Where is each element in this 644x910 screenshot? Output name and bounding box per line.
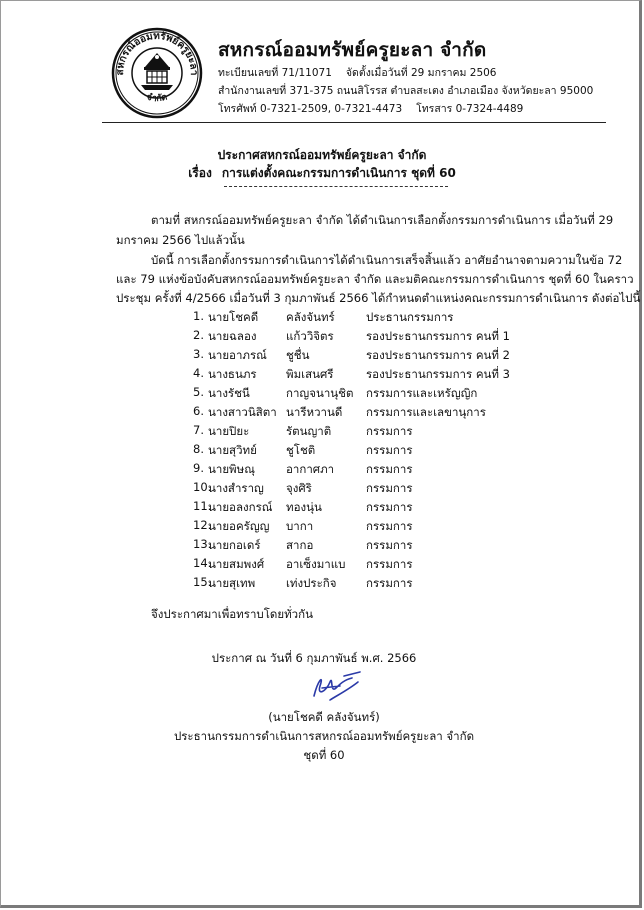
header-divider (102, 122, 606, 123)
registration-line (218, 64, 497, 81)
svg-text:สหกรณ์ออมทรัพย์ครูยะลา: สหกรณ์ออมทรัพย์ครูยะลา (114, 30, 200, 76)
announcement-date: ประกาศ ณ วันที่ 6 กุมภาพันธ์ พ.ศ. 2566 (211, 651, 417, 665)
fax-number: โทรสาร 0-7324-4489 (416, 103, 524, 115)
svg-text:จำกัด: จำกัด (145, 92, 169, 105)
announcement-subject (0, 164, 644, 183)
signer-batch: ชุดที่ 60 (303, 748, 345, 762)
subject-label: เรื่อง (188, 166, 212, 180)
paragraph-2-line-3: ประชุม ครั้งที่ 4/2566 เมื่อวันที่ 3 กุมภาพันธ์ 2566 ได้กำหนดตำแหน่งคณะกรรมการดำเนินการ ดังต่อไปนี้ (116, 291, 641, 305)
paragraph-2-line-2: และ 79 แห่งข้อบังคับสหกรณ์ออมทรัพย์ครูยะลา จำกัด และมติคณะกรรมการดำเนินการ ชุดที่ 60 ในคราว (116, 272, 634, 286)
signer-title: ประธานกรรมการดำเนินการสหกรณ์ออมทรัพย์ครูยะลา จำกัด (173, 729, 475, 743)
paragraph-1-line-2: มกราคม 2566 ไปแล้วนั้น (116, 233, 245, 247)
title-divider (224, 186, 448, 187)
organization-name: สหกรณ์ออมทรัพย์ครูยะลา จำกัด (218, 39, 487, 61)
cooperative-seal-icon (111, 27, 203, 119)
contact-line (218, 100, 523, 117)
signature-icon (300, 666, 372, 706)
paragraph-2-line-1: บัดนี้ การเลือกตั้งกรรมการดำเนินการได้ดำเนินการเสร็จสิ้นแล้ว อาศัยอำนาจตามความในข้อ 72 (151, 253, 623, 267)
signer-name: (นายโชคดี คลังจันทร์) (268, 710, 380, 724)
registered-date: จัดตั้งเมื่อวันที่ 29 มกราคม 2506 (345, 67, 497, 79)
closing-announcement: จึงประกาศมาเพื่อทราบโดยทั่วกัน (151, 607, 313, 621)
paragraph-1-line-1: ตามที่ สหกรณ์ออมทรัพย์ครูยะลา จำกัด ได้ดำเนินการเลือกตั้งกรรมการดำเนินการ เมื่อวันที่ 29 (151, 213, 614, 227)
office-address: สำนักงานเลขที่ 371-375 ถนนสิโรรส ตำบลสะเตง อำเภอเมือง จังหวัดยะลา 95000 (218, 85, 594, 97)
registration-number: ทะเบียนเลขที่ 71/11071 (218, 67, 332, 79)
announcement-title: ประกาศสหกรณ์ออมทรัพย์ครูยะลา จำกัด (217, 148, 427, 162)
subject-text: การแต่งตั้งคณะกรรมการดำเนินการ ชุดที่ 60 (221, 166, 456, 180)
phone-number: โทรศัพท์ 0-7321-2509, 0-7321-4473 (218, 103, 403, 115)
